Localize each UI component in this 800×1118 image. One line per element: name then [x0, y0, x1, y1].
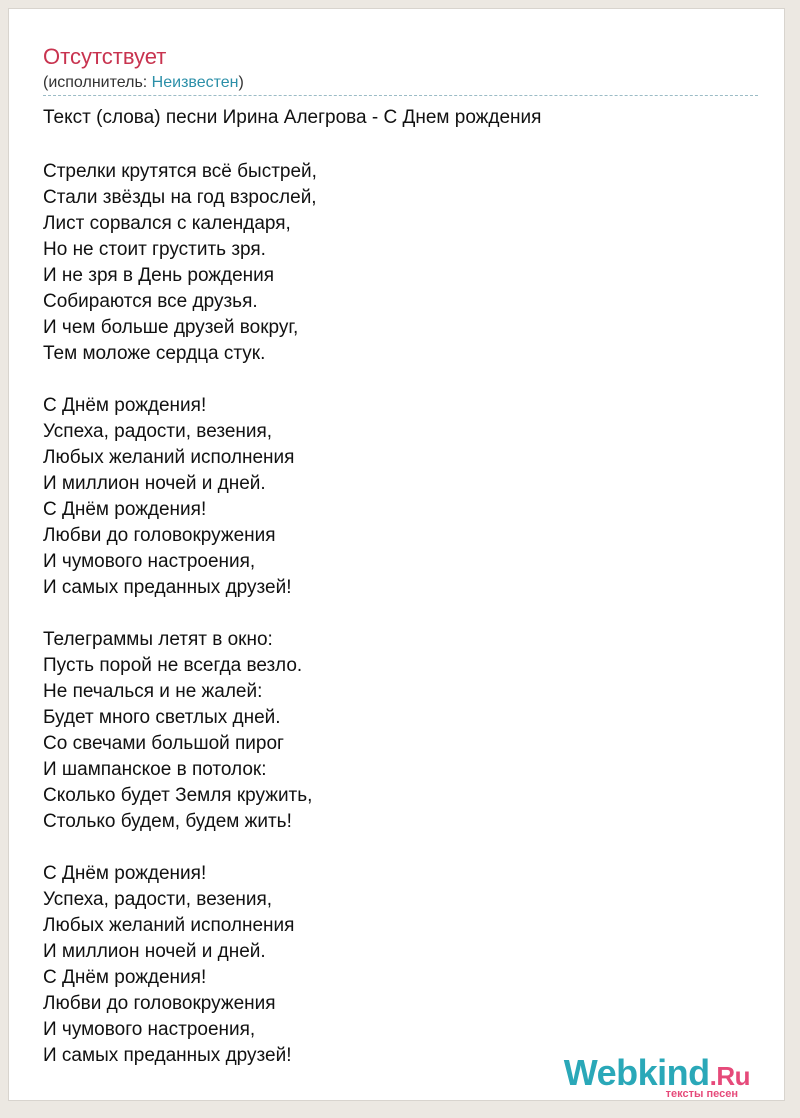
lyrics-body — [43, 159, 317, 1095]
artist-prefix: (исполнитель: — [43, 74, 152, 91]
logo-name: Webkind — [563, 1052, 710, 1093]
lyric-line: Любви до головокружения — [43, 993, 276, 1014]
lyric-line: Сколько будет Земля кружить, — [43, 785, 313, 806]
lyric-line: С Днём рождения! — [43, 395, 207, 416]
lyric-line: Будет много светлых дней. — [43, 707, 281, 728]
lyric-line: И самых преданных друзей! — [43, 1045, 292, 1066]
lyric-line: Столько будем, будем жить! — [43, 811, 292, 832]
lyric-line: И чумового настроения, — [43, 551, 256, 572]
webkind-logo[interactable] — [564, 1053, 750, 1100]
lyric-line: Не печалься и не жалей: — [43, 681, 263, 702]
lyric-line: Успеха, радости, везения, — [43, 889, 273, 910]
page-title: Отсутствует — [43, 44, 167, 69]
lyric-line: И чумового настроения, — [43, 1019, 256, 1040]
lyric-line: Успеха, радости, везения, — [43, 421, 273, 442]
stanza-verse-2 — [43, 627, 317, 835]
lyric-line: И чем больше друзей вокруг, — [43, 317, 299, 338]
lyric-line: Любых желаний исполнения — [43, 915, 295, 936]
lyric-line: И миллион ночей и дней. — [43, 941, 266, 962]
lyric-line: Стали звёзды на год взрослей, — [43, 187, 317, 208]
song-heading: Текст (слова) песни Ирина Алегрова - С Днем рождения — [43, 107, 542, 128]
artist-suffix: ) — [238, 74, 244, 91]
logo-tagline: тексты песен — [665, 1088, 738, 1100]
lyric-line: Стрелки крутятся всё быстрей, — [43, 161, 317, 182]
lyric-line: Но не стоит грустить зря. — [43, 239, 266, 260]
lyric-line: С Днём рождения! — [43, 863, 207, 884]
artist-link[interactable]: Неизвестен — [151, 74, 239, 91]
lyric-line: Телеграммы летят в окно: — [43, 629, 273, 650]
lyric-line: И не зря в День рождения — [43, 265, 275, 286]
lyric-line: Пусть порой не всегда везло. — [43, 655, 303, 676]
lyric-line: Собираются все друзья. — [43, 291, 258, 312]
stanza-verse-1 — [43, 159, 317, 367]
lyrics-page — [8, 8, 785, 1101]
lyric-line: Лист сорвался с календаря, — [43, 213, 291, 234]
divider — [43, 95, 758, 96]
lyric-line: Со свечами большой пирог — [43, 733, 284, 754]
lyric-line: И самых преданных друзей! — [43, 577, 292, 598]
stanza-chorus-1 — [43, 393, 317, 601]
lyric-line: Любых желаний исполнения — [43, 447, 295, 468]
lyric-line: С Днём рождения! — [43, 499, 207, 520]
lyric-line: Любви до головокружения — [43, 525, 276, 546]
lyric-line: Тем моложе сердца стук. — [43, 343, 266, 364]
stanza-chorus-2 — [43, 861, 317, 1069]
lyric-line: И миллион ночей и дней. — [43, 473, 266, 494]
lyric-line: И шампанское в потолок: — [43, 759, 267, 780]
lyric-line: С Днём рождения! — [43, 967, 207, 988]
logo-domain: .Ru — [709, 1061, 750, 1091]
artist-line — [43, 74, 244, 92]
